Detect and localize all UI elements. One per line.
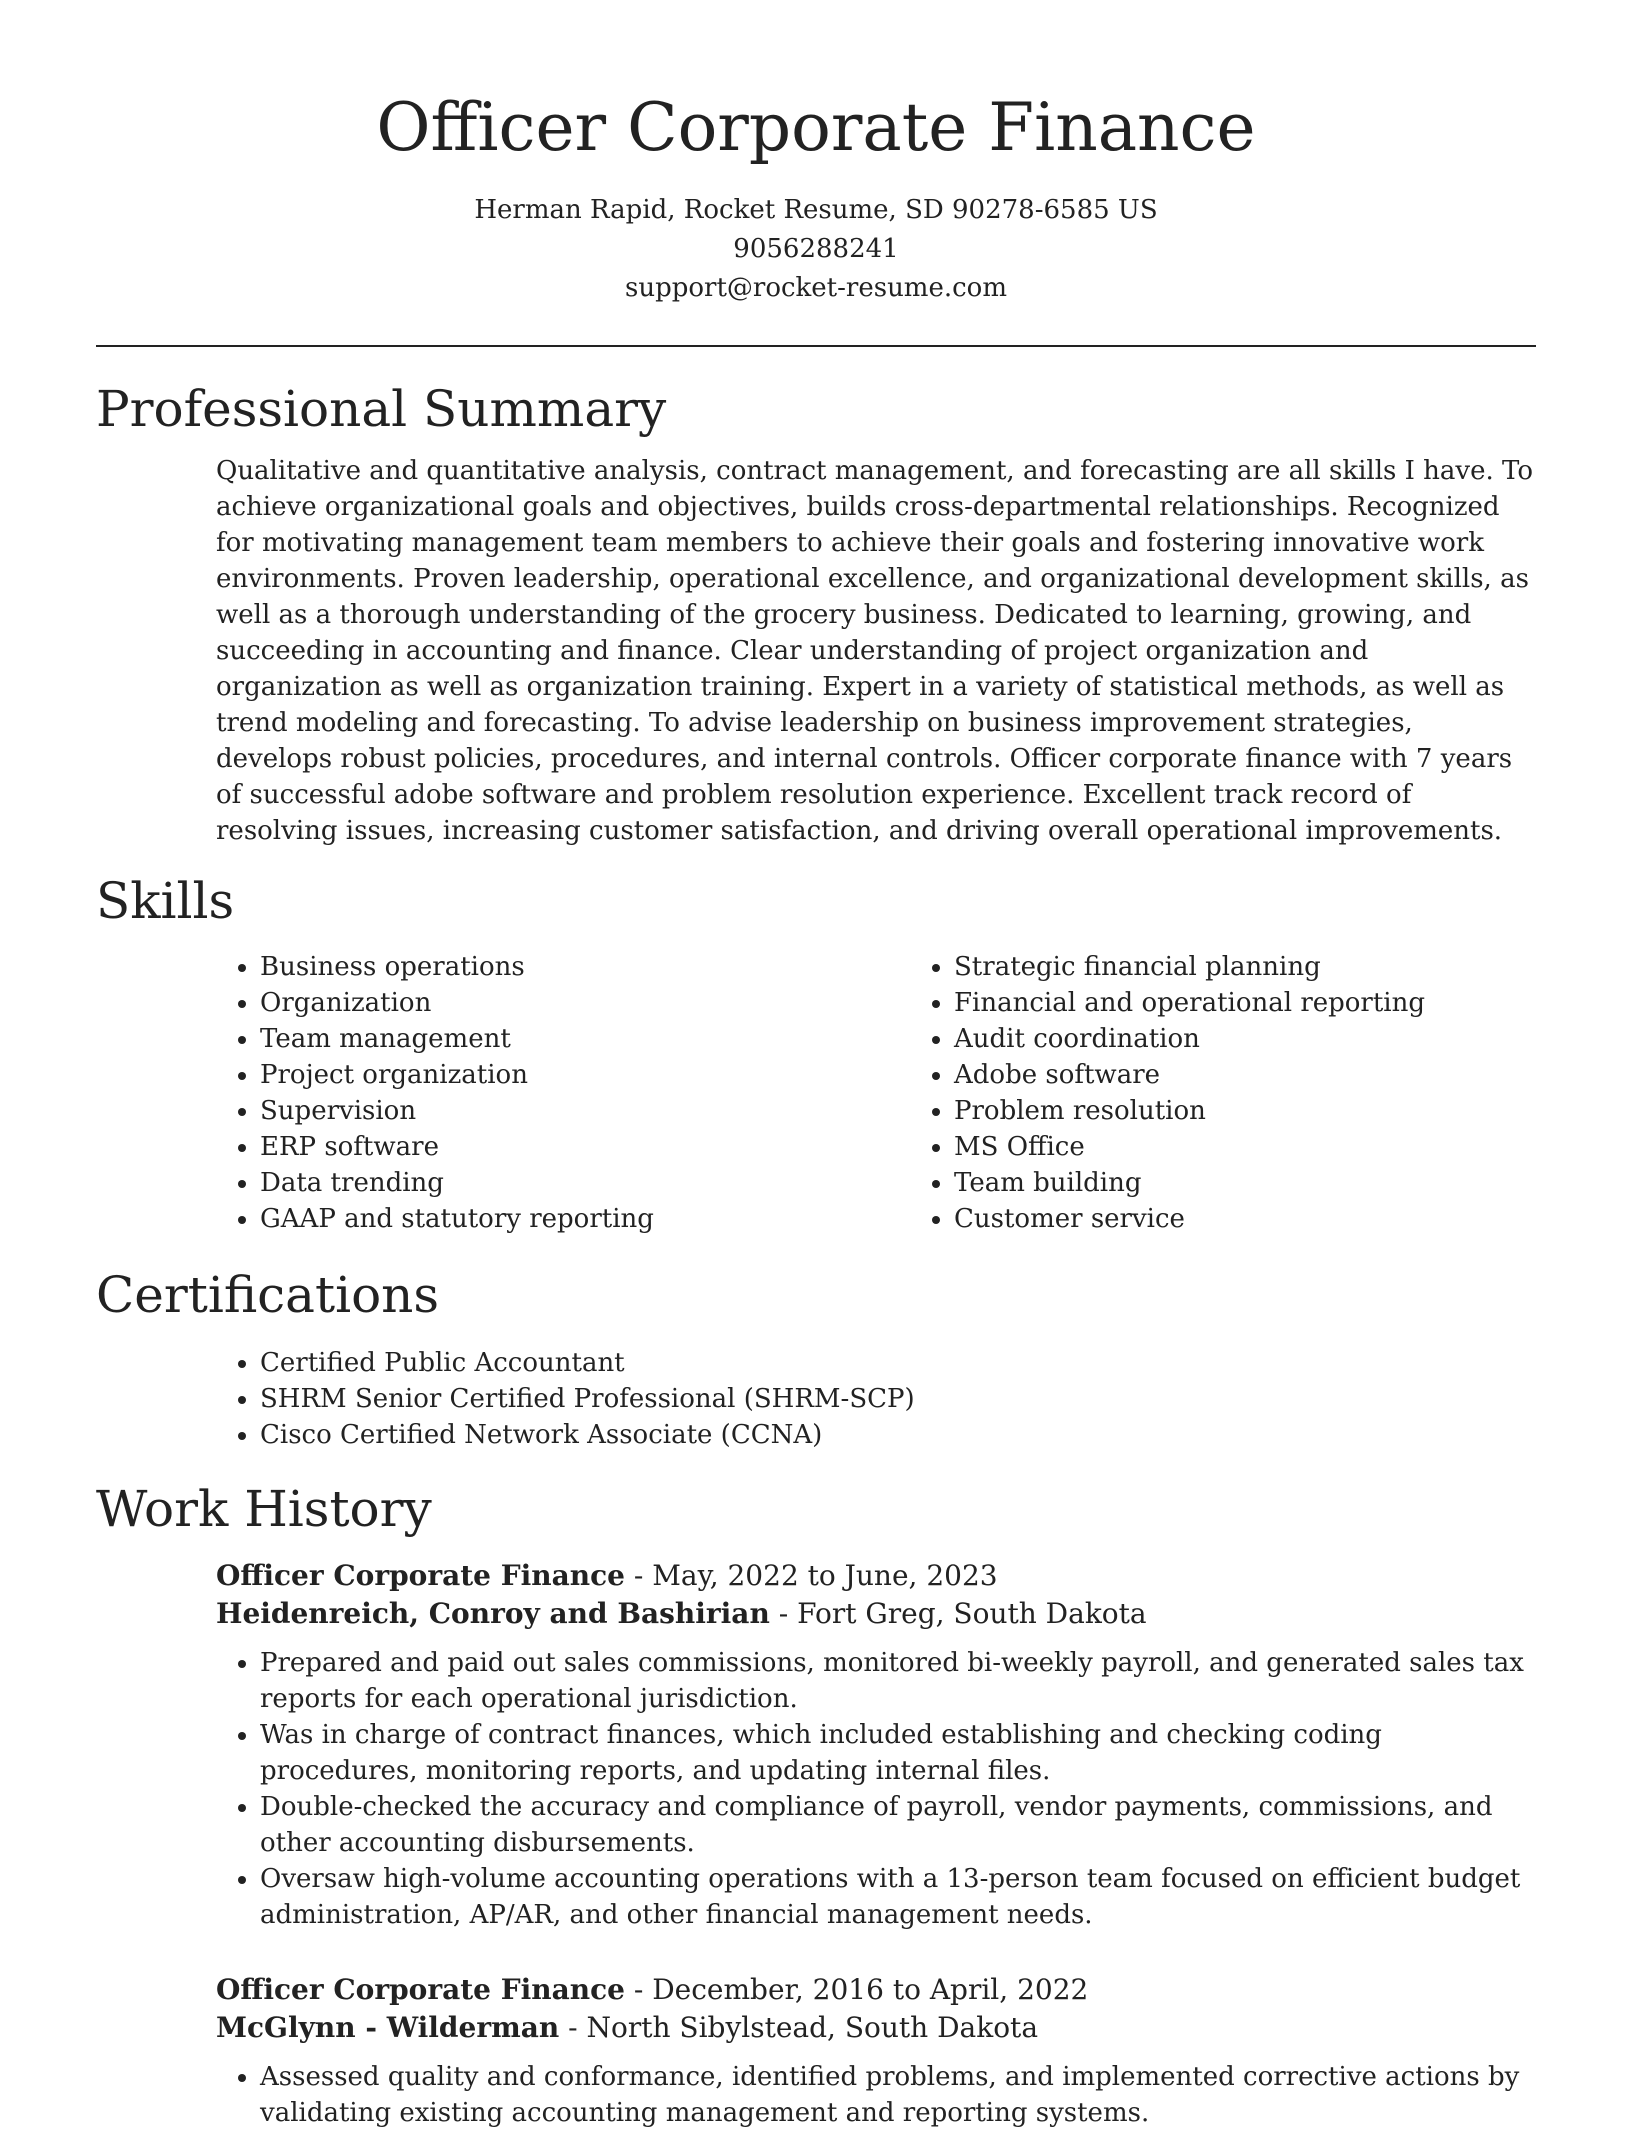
job-entry bbox=[216, 1971, 1536, 2131]
job-dates: - December, 2016 to April, 2022 bbox=[624, 1973, 1089, 2006]
skill-item: • Team building bbox=[954, 1165, 1536, 1201]
job-company-line bbox=[216, 2009, 1536, 2047]
work-history-heading: Work History bbox=[96, 1480, 432, 1538]
contact-phone: 9056288241 bbox=[733, 234, 899, 264]
job-location: - North Sibylstead, South Dakota bbox=[559, 2011, 1039, 2044]
resume-name: Officer Corporate Finance bbox=[376, 89, 1256, 166]
skill-item: • Data trending bbox=[260, 1165, 910, 1201]
skill-item: • Problem resolution bbox=[954, 1093, 1536, 1129]
job-bullet: • Double-checked the accuracy and compliance of payroll, vendor payments, commissions, and other accounting disbursements. bbox=[260, 1789, 1536, 1861]
skill-item: • Audit coordination bbox=[954, 1021, 1536, 1057]
contact-email: support@rocket-resume.com bbox=[624, 273, 1007, 303]
skills-column-2 bbox=[910, 949, 1536, 1237]
skill-item: • Project organization bbox=[260, 1057, 910, 1093]
summary-heading: Professional Summary bbox=[96, 380, 667, 438]
job-bullet: • Oversaw high-volume accounting operations with a 13-person team focused on efficient budget administration, AP/AR, and other financial management needs. bbox=[260, 1861, 1536, 1933]
certification-item: • Cisco Certified Network Associate (CCNA) bbox=[260, 1417, 1536, 1453]
skills-grid bbox=[216, 949, 1536, 1237]
job-bullet: • Prepared and paid out sales commissions, monitored bi-weekly payroll, and generated sales tax reports for each operational jurisdiction. bbox=[260, 1645, 1536, 1717]
skill-item: • Team management bbox=[260, 1021, 910, 1057]
job-dates: - May, 2022 to June, 2023 bbox=[624, 1559, 998, 1592]
certifications-list bbox=[216, 1345, 1536, 1453]
job-bullet: • Assessed quality and conformance, identified problems, and implemented corrective actions by validating existing accounting management and reporting systems. bbox=[260, 2059, 1536, 2131]
skill-item: • ERP software bbox=[260, 1129, 910, 1165]
summary-text: Qualitative and quantitative analysis, contract management, and forecasting are all skills I have. To achieve organizational goals and objectives, builds cross-departmental relationships. Recognized for motivating management team members to achieve their goals and fostering innovative work environments. Proven leadership, operational excellence, and organizational development skills, as well as a thorough understanding of the grocery business. Dedicated to learning, growing, and succeeding in accounting and finance. Clear understanding of project organization and organization as well as organization training. Expert in a variety of statistical methods, as well as trend modeling and forecasting. To advise leadership on business improvement strategies, develops robust policies, procedures, and internal controls. Officer corporate finance with 7 years of successful adobe software and problem resolution experience. Excellent track record of resolving issues, increasing customer satisfaction, and driving overall operational improvements. bbox=[216, 456, 1533, 846]
skill-item: • Supervision bbox=[260, 1093, 910, 1129]
skills-column-1 bbox=[216, 949, 910, 1237]
job-company-line bbox=[216, 1595, 1536, 1633]
resume-page bbox=[96, 0, 1536, 2131]
job-title-line bbox=[216, 1971, 1536, 2009]
skills-heading: Skills bbox=[96, 872, 235, 930]
skill-item: • Business operations bbox=[260, 949, 910, 985]
skill-item: • MS Office bbox=[954, 1129, 1536, 1165]
skill-item: • Strategic financial planning bbox=[954, 949, 1536, 985]
contact-block bbox=[96, 191, 1536, 308]
job-entry bbox=[216, 1557, 1536, 1933]
job-location: - Fort Greg, South Dakota bbox=[769, 1597, 1147, 1630]
job-bullets bbox=[216, 2059, 1536, 2131]
skill-item: • Customer service bbox=[954, 1201, 1536, 1237]
job-company: Heidenreich, Conroy and Bashirian bbox=[216, 1597, 770, 1630]
job-title-line bbox=[216, 1557, 1536, 1595]
job-company: McGlynn - Wilderman bbox=[216, 2011, 560, 2044]
job-bullets bbox=[216, 1645, 1536, 1933]
certification-item: • SHRM Senior Certified Professional (SHRM-SCP) bbox=[260, 1381, 1536, 1417]
skill-item: • Adobe software bbox=[954, 1057, 1536, 1093]
header-divider bbox=[96, 345, 1536, 347]
job-role: Officer Corporate Finance bbox=[216, 1559, 625, 1592]
job-bullet: • Was in charge of contract finances, which included establishing and checking coding procedures, monitoring reports, and updating internal files. bbox=[260, 1717, 1536, 1789]
certification-item: • Certified Public Accountant bbox=[260, 1345, 1536, 1381]
contact-address: Herman Rapid, Rocket Resume, SD 90278-6585 US bbox=[474, 195, 1158, 225]
certifications-heading: Certifications bbox=[96, 1266, 440, 1324]
skill-item: • GAAP and statutory reporting bbox=[260, 1201, 910, 1237]
skill-item: • Financial and operational reporting bbox=[954, 985, 1536, 1021]
job-role: Officer Corporate Finance bbox=[216, 1973, 625, 2006]
skill-item: • Organization bbox=[260, 985, 910, 1021]
